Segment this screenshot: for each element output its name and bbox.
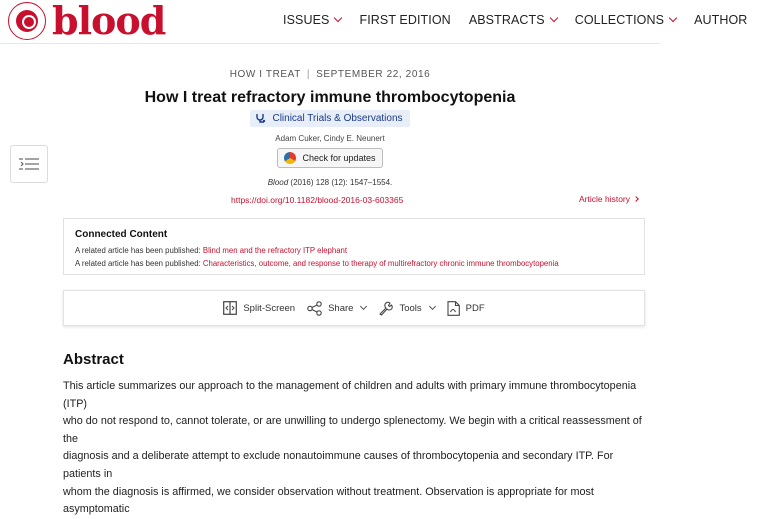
cfu-wrap xyxy=(0,148,660,168)
journal-name: Blood xyxy=(267,178,289,187)
check-for-updates-label: Check for updates xyxy=(302,153,376,163)
split-screen-icon xyxy=(223,301,237,315)
abstract-line: This article summarizes our approach to the management of children and adults with primary immune thrombocytopenia (ITP) xyxy=(63,380,637,410)
share-button[interactable] xyxy=(307,301,366,316)
nav-collections[interactable] xyxy=(575,13,676,27)
nav-first-edition-label: FIRST EDITION xyxy=(359,13,451,27)
connected-row xyxy=(75,246,633,255)
tools-label: Tools xyxy=(399,302,422,314)
article-title: How I treat refractory immune thrombocytopenia xyxy=(144,89,516,106)
abstract-line: who do not respond to, cannot tolerate, or are unwilling to undergo splenectomy. We begin with a critical reassessment of the xyxy=(63,415,642,445)
pdf-label: PDF xyxy=(465,302,485,314)
chevron-down-icon xyxy=(549,14,557,22)
article-authors[interactable]: Adam Cuker, Cindy E. Neunert xyxy=(275,134,385,143)
split-screen-button[interactable] xyxy=(223,301,295,315)
check-for-updates-button[interactable] xyxy=(277,148,382,168)
nav-author-label: AUTHOR xyxy=(694,13,748,27)
connected-content-title: Connected Content xyxy=(75,229,168,240)
meta-separator: | xyxy=(306,69,311,80)
pdf-icon xyxy=(447,301,460,316)
connected-row-prefix: A related article has been published: xyxy=(75,246,203,255)
article-history-label: Article history xyxy=(579,194,631,204)
nav-first-edition[interactable] xyxy=(359,13,450,27)
doi-link[interactable]: https://doi.org/10.1182/blood-2016-03-603365 xyxy=(231,195,404,205)
chevron-down-icon xyxy=(669,14,677,22)
crossmark-icon xyxy=(284,152,296,164)
connected-link-blind-men[interactable]: Blind men and the refractory ITP elephant xyxy=(202,246,348,255)
citation-details: (2016) 128 (12): 1547–1554. xyxy=(288,178,393,187)
abstract-line: whom the diagnosis is affirmed, we consider observation without treatment. Observation is appropriate for most asymptomatic xyxy=(63,485,594,516)
topic-label: Clinical Trials & Observations xyxy=(272,113,403,124)
site-header xyxy=(0,0,748,44)
wrench-icon xyxy=(378,301,393,316)
split-screen-label: Split-Screen xyxy=(243,302,296,314)
chevron-right-icon xyxy=(633,196,639,202)
nav-issues[interactable] xyxy=(283,13,341,27)
blood-logo[interactable] xyxy=(8,0,166,43)
article-citation xyxy=(0,178,660,187)
ash-seal-icon xyxy=(8,2,46,40)
abstract-body xyxy=(63,378,653,519)
nav-abstracts-label: ABSTRACTS xyxy=(468,13,545,27)
connected-content-box xyxy=(63,218,645,275)
main-nav xyxy=(283,13,765,27)
article-toolbar xyxy=(63,290,645,326)
topic-wrap xyxy=(0,110,660,127)
pdf-button[interactable] xyxy=(447,301,485,316)
connected-row-prefix: A related article has been published: xyxy=(75,259,203,268)
chevron-down-icon xyxy=(360,303,367,310)
connected-link-characteristics[interactable]: Characteristics, outcome, and response to therapy of multirefractory chronic immune thrombocytopenia xyxy=(202,259,559,268)
nav-collections-label: COLLECTIONS xyxy=(574,13,665,27)
topic-tag[interactable] xyxy=(250,110,409,127)
tools-button[interactable] xyxy=(378,301,434,316)
abstract-heading: Abstract xyxy=(63,351,124,368)
article-date: SEPTEMBER 22, 2016 xyxy=(316,69,431,80)
chevron-down-icon xyxy=(429,303,436,310)
article-category[interactable]: HOW I TREAT xyxy=(229,69,301,80)
stethoscope-icon xyxy=(255,113,266,124)
article-history-link[interactable] xyxy=(579,194,638,204)
share-label: Share xyxy=(328,302,354,314)
connected-row xyxy=(75,259,633,268)
share-icon xyxy=(307,301,322,316)
abstract-line: diagnosis and a deliberate attempt to exclude nonautoimmune causes of thrombocytopenia and secondary ITP. For patients in xyxy=(63,450,614,480)
nav-issues-label: ISSUES xyxy=(283,13,330,27)
nav-author[interactable] xyxy=(694,13,747,27)
nav-abstracts[interactable] xyxy=(469,13,557,27)
chevron-down-icon xyxy=(334,14,342,22)
article-meta xyxy=(0,69,660,80)
blood-wordmark: blood xyxy=(52,0,166,43)
